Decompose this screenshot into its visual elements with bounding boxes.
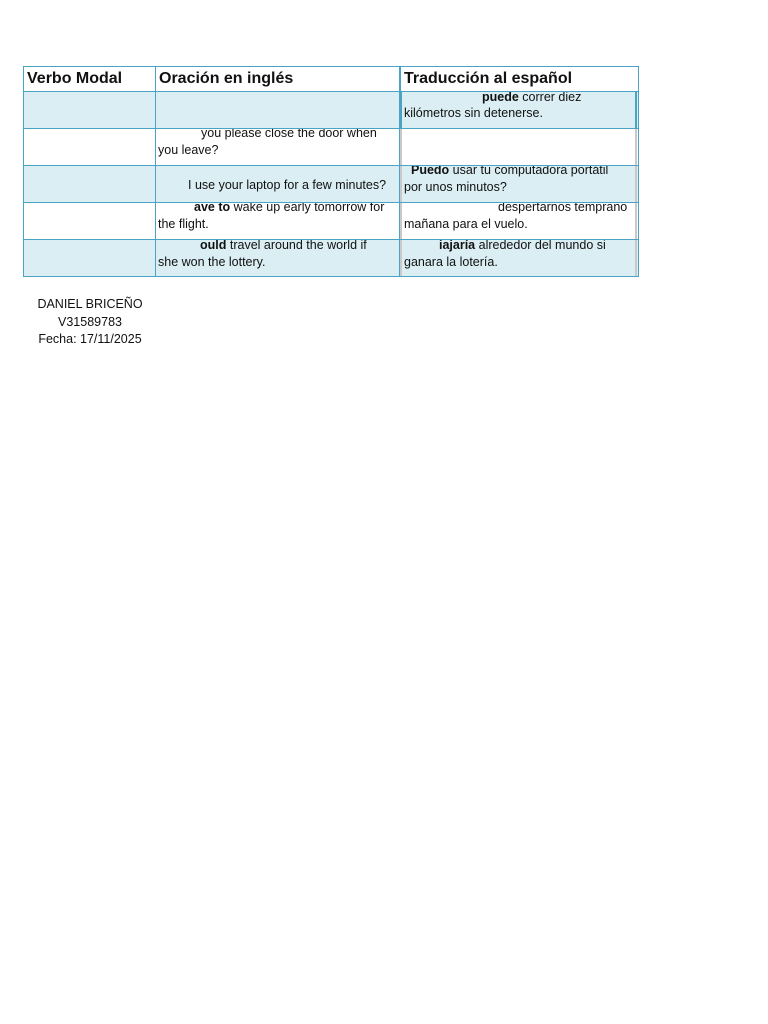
document-date: Fecha: 17/11/2025 (38, 332, 142, 346)
english-cell[interactable]: you please close the door when you leave? (156, 129, 400, 165)
table-row (23, 240, 639, 277)
english-cell[interactable]: I use your laptop for a few minutes? (156, 166, 400, 202)
table-header-row (23, 66, 639, 92)
header-verbo-modal: Verbo Modal (24, 67, 156, 91)
spanish-cell[interactable]: puede correr diez kilómetros sin detenerse. (400, 92, 637, 128)
header-traduccion-espanol: Traducción al español (400, 67, 637, 91)
english-modal-bold: ould (200, 240, 227, 252)
modal-cell[interactable] (24, 240, 156, 276)
author-id: V31589783 (58, 314, 122, 329)
spanish-modal-bold: Puedo (411, 166, 450, 177)
spanish-cell[interactable] (400, 129, 637, 165)
table-row (23, 166, 639, 203)
spanish-modal-bold: iajaría (439, 240, 476, 252)
table-row (23, 203, 639, 240)
english-cell[interactable]: ould travel around the world if she won the lottery. (156, 240, 400, 276)
spanish-modal-bold: puede (482, 92, 519, 104)
spanish-cell[interactable]: Puedo usar tu computadora portátil por unos minutos? (400, 166, 637, 202)
spanish-cell[interactable]: iajaría alrededor del mundo si ganara la lotería. (400, 240, 637, 276)
english-cell[interactable] (156, 92, 400, 128)
table-row (23, 92, 639, 129)
modal-cell[interactable] (24, 203, 156, 239)
modal-cell[interactable] (24, 166, 156, 202)
spanish-cell[interactable]: despertarnos temprano mañana para el vuelo. (400, 203, 637, 239)
header-oracion-ingles: Oración en inglés (156, 67, 400, 91)
english-cell[interactable]: ave to wake up early tomorrow for the flight. (156, 203, 400, 239)
modal-verbs-table (23, 66, 639, 277)
modal-cell[interactable] (24, 92, 156, 128)
signature-block (20, 296, 160, 349)
modal-cell[interactable] (24, 129, 156, 165)
author-name: DANIEL BRICEÑO (37, 297, 143, 311)
table-row (23, 129, 639, 166)
english-modal-bold: ave to (194, 203, 231, 214)
